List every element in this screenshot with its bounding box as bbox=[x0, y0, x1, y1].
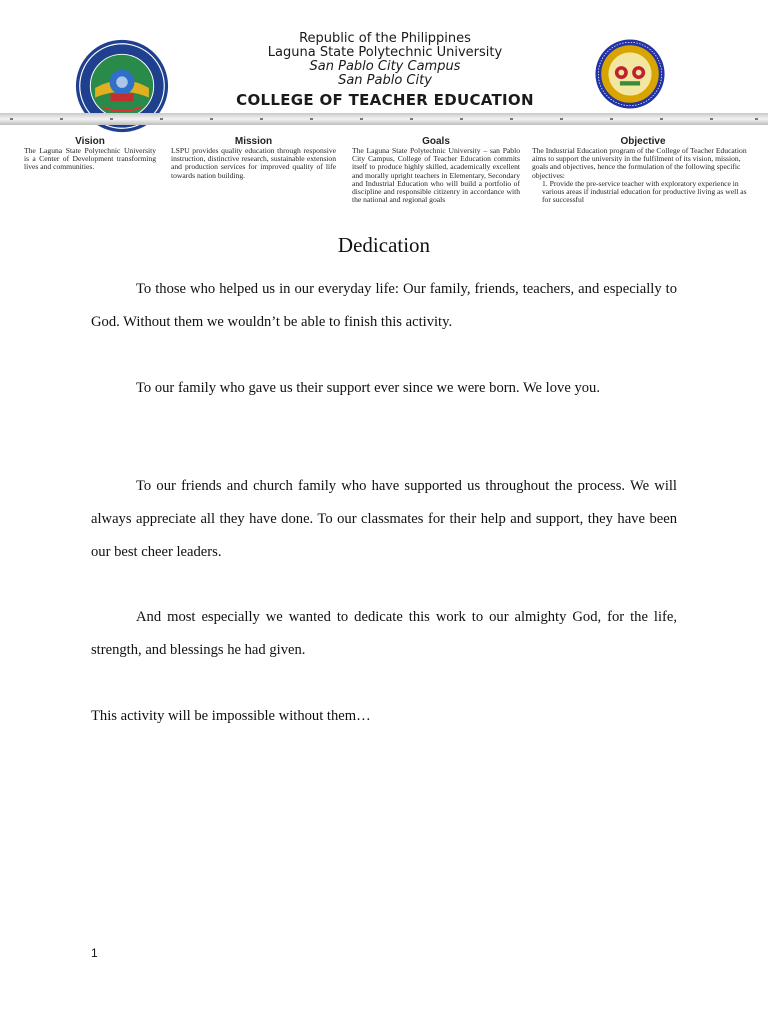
college-name: COLLEGE OF TEACHER EDUCATION bbox=[236, 91, 534, 109]
paragraph-3: To our friends and church family who have supported us throughout the process. We will always appreciate all they have done. To our classmates for their help and support, they have been our best cheer leaders. bbox=[91, 477, 677, 560]
paragraph-2: To our family who gave us their support ever since we were born. We love you. bbox=[136, 379, 600, 396]
goals-column bbox=[352, 136, 520, 204]
objective-column bbox=[532, 136, 754, 204]
letterhead-text bbox=[200, 32, 570, 110]
vision-heading: Vision bbox=[75, 136, 105, 147]
mission-column bbox=[171, 136, 336, 180]
mission-heading: Mission bbox=[234, 136, 273, 147]
page-title: Dedication bbox=[337, 233, 431, 257]
vision-text: The Laguna State Polytechnic University is a Center of Development transforming lives and communities. bbox=[24, 146, 156, 172]
letterhead bbox=[0, 30, 768, 112]
paragraph-5: This activity will be impossible without them… bbox=[91, 707, 371, 724]
city-name: San Pablo City bbox=[338, 73, 432, 88]
page-number: 1 bbox=[91, 946, 98, 960]
objective-heading: Objective bbox=[620, 136, 666, 147]
goals-text: The Laguna State Polytechnic University – san Pablo City Campus, College of Teacher Education commits itself to produce highly skilled, academically excellent and morally upright teachers in Elementary, Secondary and Industrial Education who will build a portfolio of discipline and responsible citizenry in accordance with the national and regional goals bbox=[352, 146, 520, 205]
divider-pattern bbox=[0, 116, 768, 122]
vmgo-section bbox=[24, 136, 754, 226]
objective-text: The Industrial Education program of the College of Teacher Education aims to support the university in the fulfilment of its vision, mission, goals and objectives, hence the formulation of the following specific objectives: bbox=[532, 146, 747, 180]
objective-item: 1. Provide the pre-service teacher with exploratory experience in various areas if industrial education for productive living as well as for successful bbox=[542, 178, 747, 205]
paragraph-1: To those who helped us in our everyday life: Our family, friends, teachers, and especially to God. Without them we wouldn’t be able to finish this activity. bbox=[91, 280, 677, 330]
vision-column bbox=[24, 136, 156, 172]
goals-heading: Goals bbox=[422, 136, 450, 147]
republic-line: Republic of the Philippines bbox=[299, 31, 471, 46]
paragraph-4: And most especially we wanted to dedicate this work to our almighty God, for the life, strength, and blessings he had given. bbox=[91, 608, 677, 658]
campus-name: San Pablo City Campus bbox=[309, 59, 461, 74]
mission-text: LSPU provides quality education through responsive instruction, distinctive research, sustainable extension and production services for improved quality of life towards nation building. bbox=[171, 146, 336, 180]
cte-seal-icon bbox=[594, 38, 666, 110]
university-name: Laguna State Polytechnic University bbox=[267, 45, 503, 60]
